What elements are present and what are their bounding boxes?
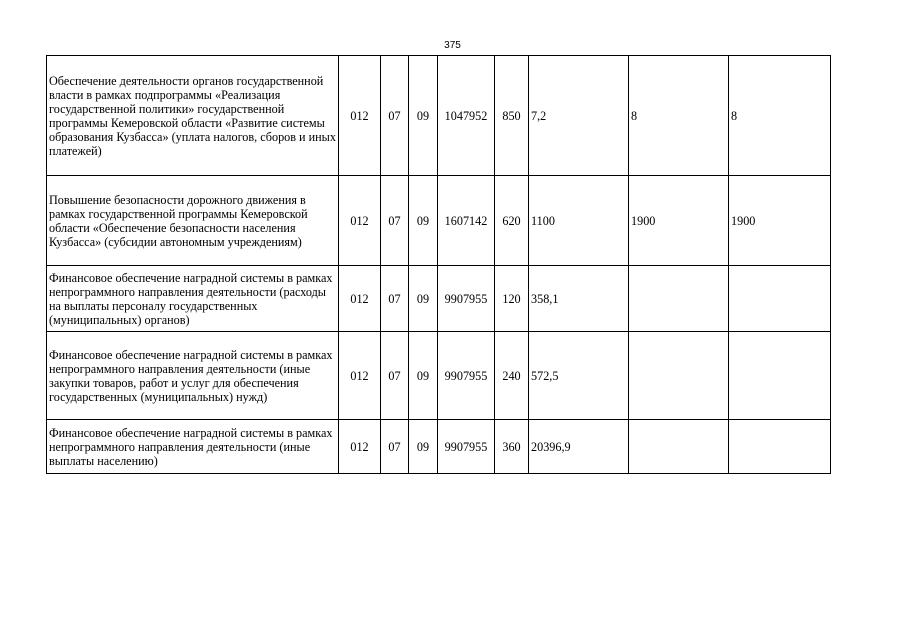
section-code: 07 <box>381 176 409 266</box>
ministry-code: 012 <box>339 266 381 332</box>
amount-year-2: 1900 <box>629 176 729 266</box>
amount-year-2 <box>629 420 729 474</box>
table-row <box>47 266 831 332</box>
amount-year-3 <box>729 420 831 474</box>
table-row <box>47 56 831 176</box>
amount-year-1: 7,2 <box>529 56 629 176</box>
amount-year-3: 8 <box>729 56 831 176</box>
section-code: 07 <box>381 332 409 420</box>
target-article-code: 9907955 <box>438 420 495 474</box>
subsection-code: 09 <box>409 176 438 266</box>
table-row <box>47 332 831 420</box>
amount-year-3 <box>729 266 831 332</box>
table-row <box>47 176 831 266</box>
section-code: 07 <box>381 56 409 176</box>
target-article-code: 1047952 <box>438 56 495 176</box>
amount-year-1: 572,5 <box>529 332 629 420</box>
subsection-code: 09 <box>409 420 438 474</box>
row-description: Повышение безопасности дорожного движения в рамках государственной программы Кемеровской области «Обеспечение безопасности населения Кузбасса» (субсидии автономным учреждениям) <box>47 176 339 266</box>
row-description: Финансовое обеспечение наградной системы в рамках непрограммного направления деятельности (иные выплаты населению) <box>47 420 339 474</box>
section-code: 07 <box>381 266 409 332</box>
row-description: Обеспечение деятельности органов государственной власти в рамках подпрограммы «Реализация государственной политики» государственной программы Кемеровской области «Развитие системы образования Кузбасса» (уплата налогов, сборов и иных платежей) <box>47 56 339 176</box>
expense-type-code: 360 <box>495 420 529 474</box>
amount-year-2: 8 <box>629 56 729 176</box>
ministry-code: 012 <box>339 420 381 474</box>
ministry-code: 012 <box>339 56 381 176</box>
subsection-code: 09 <box>409 332 438 420</box>
amount-year-1: 358,1 <box>529 266 629 332</box>
amount-year-1: 20396,9 <box>529 420 629 474</box>
expense-type-code: 240 <box>495 332 529 420</box>
target-article-code: 9907955 <box>438 266 495 332</box>
amount-year-2 <box>629 332 729 420</box>
target-article-code: 9907955 <box>438 332 495 420</box>
amount-year-3: 1900 <box>729 176 831 266</box>
expense-type-code: 620 <box>495 176 529 266</box>
budget-table <box>46 55 831 474</box>
row-description: Финансовое обеспечение наградной системы в рамках непрограммного направления деятельности (иные закупки товаров, работ и услуг для обеспечения государственных (муниципальных) нужд) <box>47 332 339 420</box>
amount-year-3 <box>729 332 831 420</box>
table-row <box>47 420 831 474</box>
expense-type-code: 850 <box>495 56 529 176</box>
amount-year-1: 1100 <box>529 176 629 266</box>
target-article-code: 1607142 <box>438 176 495 266</box>
subsection-code: 09 <box>409 266 438 332</box>
expense-type-code: 120 <box>495 266 529 332</box>
section-code: 07 <box>381 420 409 474</box>
ministry-code: 012 <box>339 176 381 266</box>
page-number: 375 <box>444 40 461 51</box>
row-description: Финансовое обеспечение наградной системы в рамках непрограммного направления деятельности (расходы на выплаты персоналу государственных (муниципальных) органов) <box>47 266 339 332</box>
subsection-code: 09 <box>409 56 438 176</box>
ministry-code: 012 <box>339 332 381 420</box>
amount-year-2 <box>629 266 729 332</box>
